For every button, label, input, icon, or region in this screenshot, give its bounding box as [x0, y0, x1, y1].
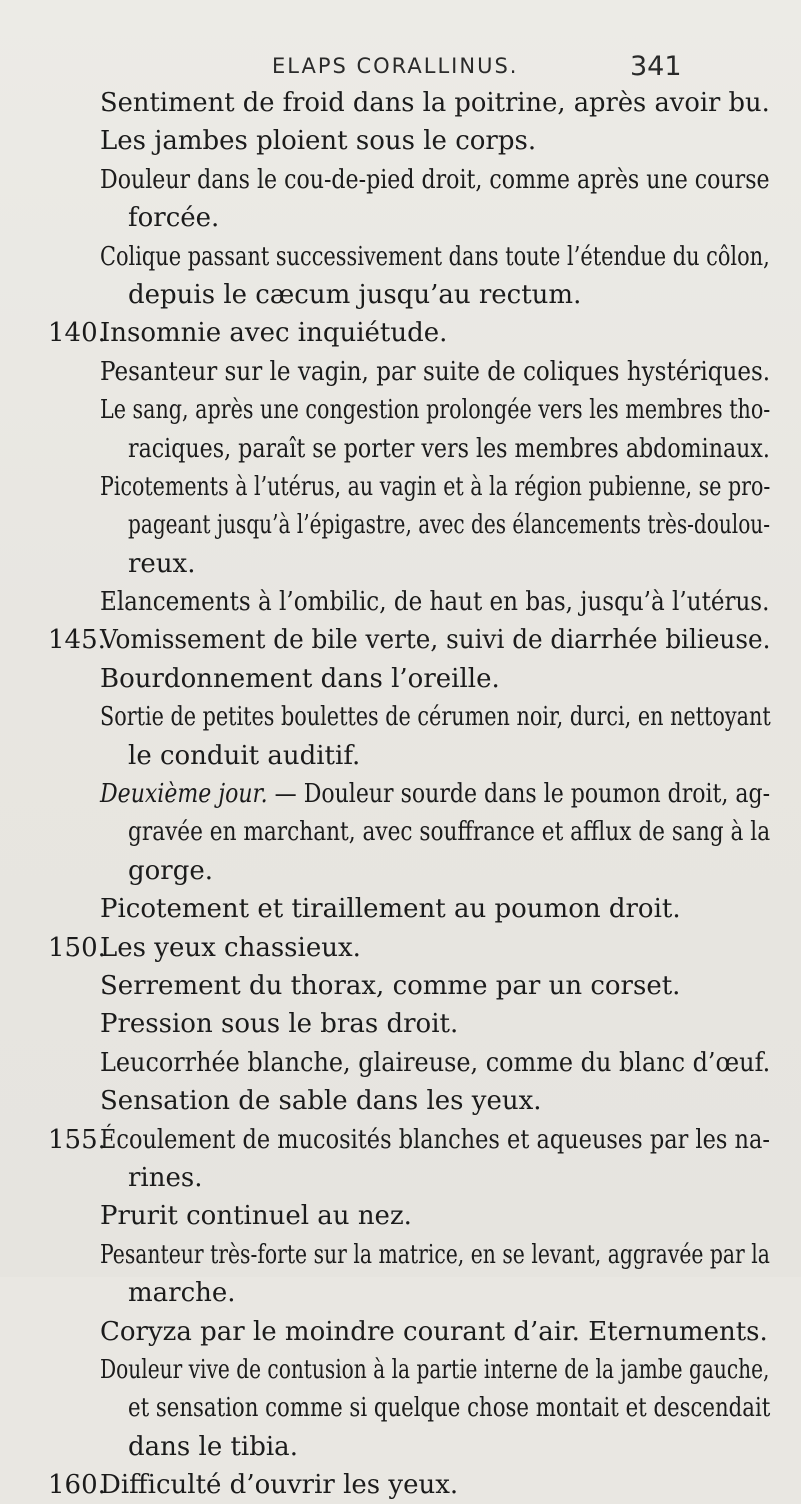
line-text: Vomissement de bile verte, suivi de diarrhée bilieuse.: [100, 625, 771, 656]
line-text: Douleur vive de contusion à la partie interne de la jambe gauche,: [100, 1354, 770, 1385]
line-text: Pesanteur très-forte sur la matrice, en se levant, aggravée par la: [100, 1239, 770, 1270]
text-line: [0, 84, 801, 122]
text-line: [0, 1313, 801, 1351]
line-text: rines.: [128, 1162, 203, 1193]
day-heading: Deuxième jour.: [100, 779, 268, 810]
line-text: Pesanteur sur le vagin, par suite de coliques hystériques.: [100, 356, 771, 387]
line-number: 160.: [48, 1470, 106, 1501]
line-text: gravée en marchant, avec souffrance et afflux de sang à la: [128, 817, 771, 848]
text-line: [0, 660, 801, 698]
text-line: [0, 621, 801, 659]
text-line: [0, 1428, 801, 1466]
text-line: [0, 506, 801, 544]
text-line: [0, 929, 801, 967]
line-text: Pression sous le bras droit.: [100, 1009, 459, 1040]
text-line: [0, 813, 801, 851]
line-text: Serrement du thorax, comme par un corset.: [100, 970, 681, 1001]
line-text: reux.: [128, 548, 196, 579]
text-line: [0, 276, 801, 314]
text-line: [0, 1159, 801, 1197]
line-number: 155.: [48, 1124, 106, 1155]
text-line: [0, 1236, 801, 1274]
line-text: le conduit auditif.: [128, 740, 361, 771]
line-text: Les yeux chassieux.: [100, 932, 361, 963]
text-line: [0, 1044, 801, 1082]
text-line: [0, 545, 801, 583]
text-line: [0, 1121, 801, 1159]
line-number: 150.: [48, 932, 106, 963]
line-text: Leucorrhée blanche, glaireuse, comme du blanc d’œuf.: [100, 1047, 771, 1078]
line-text: gorge.: [128, 855, 214, 886]
line-text: dans le tibia.: [128, 1431, 298, 1462]
line-text: Colique passant successivement dans toute l’étendue du côlon,: [100, 241, 770, 272]
text-line: [0, 238, 801, 276]
text-line: [0, 737, 801, 775]
line-text: Sortie de petites boulettes de cérumen noir, durci, en nettoyant: [100, 702, 771, 733]
line-text: Sensation de sable dans les yeux.: [100, 1086, 542, 1117]
line-text: Insomnie avec inquiétude.: [100, 318, 448, 349]
line-number: 145.: [48, 625, 106, 656]
line-text: Coryza par le moindre courant d’air. Eternuments.: [100, 1316, 768, 1347]
line-text: depuis le cæcum jusqu’au rectum.: [128, 279, 582, 310]
text-line: [0, 1389, 801, 1427]
text-line: [0, 583, 801, 621]
text-line: [0, 468, 801, 506]
text-line: [0, 1466, 801, 1504]
page-number: 341: [630, 51, 682, 82]
line-text: Picotements à l’utérus, au vagin et à la région pubienne, se pro-: [100, 471, 771, 502]
text-line: [0, 353, 801, 391]
text-line: [0, 314, 801, 352]
line-text: Prurit continuel au nez.: [100, 1201, 412, 1232]
line-text: pageant jusqu’à l’épigastre, avec des élancements très-doulou-: [128, 510, 771, 541]
text-line: [0, 391, 801, 429]
running-head-title: ELAPS CORALLINUS.: [272, 54, 519, 78]
line-text: forcée.: [128, 203, 220, 234]
text-line: [0, 430, 801, 468]
line-text: marche.: [128, 1278, 236, 1309]
line-text: Picotement et tiraillement au poumon droit.: [100, 894, 681, 925]
text-line: [0, 1197, 801, 1235]
text-line: [0, 852, 801, 890]
line-number: 140.: [48, 318, 106, 349]
text-line: [0, 1351, 801, 1389]
text-line: [0, 1274, 801, 1312]
text-line: [0, 199, 801, 237]
body-text: [0, 84, 801, 1504]
line-text-rest: — Douleur sourde dans le poumon droit, ag-: [267, 779, 771, 810]
line-text: Bourdonnement dans l’oreille.: [100, 663, 500, 694]
line-text: raciques, paraît se porter vers les membres abdominaux.: [128, 433, 770, 464]
text-line: [0, 967, 801, 1005]
text-line: [0, 1005, 801, 1043]
text-line: [0, 161, 801, 199]
line-text: Les jambes ploient sous le corps.: [100, 126, 537, 157]
text-line: [0, 775, 801, 813]
line-text: Écoulement de mucosités blanches et aqueuses par les na-: [100, 1124, 770, 1155]
line-text: [100, 775, 770, 813]
text-line: [0, 890, 801, 928]
line-text: Difficulté d’ouvrir les yeux.: [100, 1470, 459, 1501]
text-line: [0, 1082, 801, 1120]
text-line: [0, 122, 801, 160]
line-text: Douleur dans le cou-de-pied droit, comme après une course: [100, 164, 770, 195]
line-text: Sentiment de froid dans la poitrine, après avoir bu.: [100, 88, 770, 118]
line-text: Le sang, après une congestion prolongée vers les membres tho-: [100, 395, 771, 426]
line-text: Elancements à l’ombilic, de haut en bas, jusqu’à l’utérus.: [100, 587, 770, 618]
text-line: [0, 698, 801, 736]
line-text: et sensation comme si quelque chose montait et descendait: [128, 1393, 771, 1424]
